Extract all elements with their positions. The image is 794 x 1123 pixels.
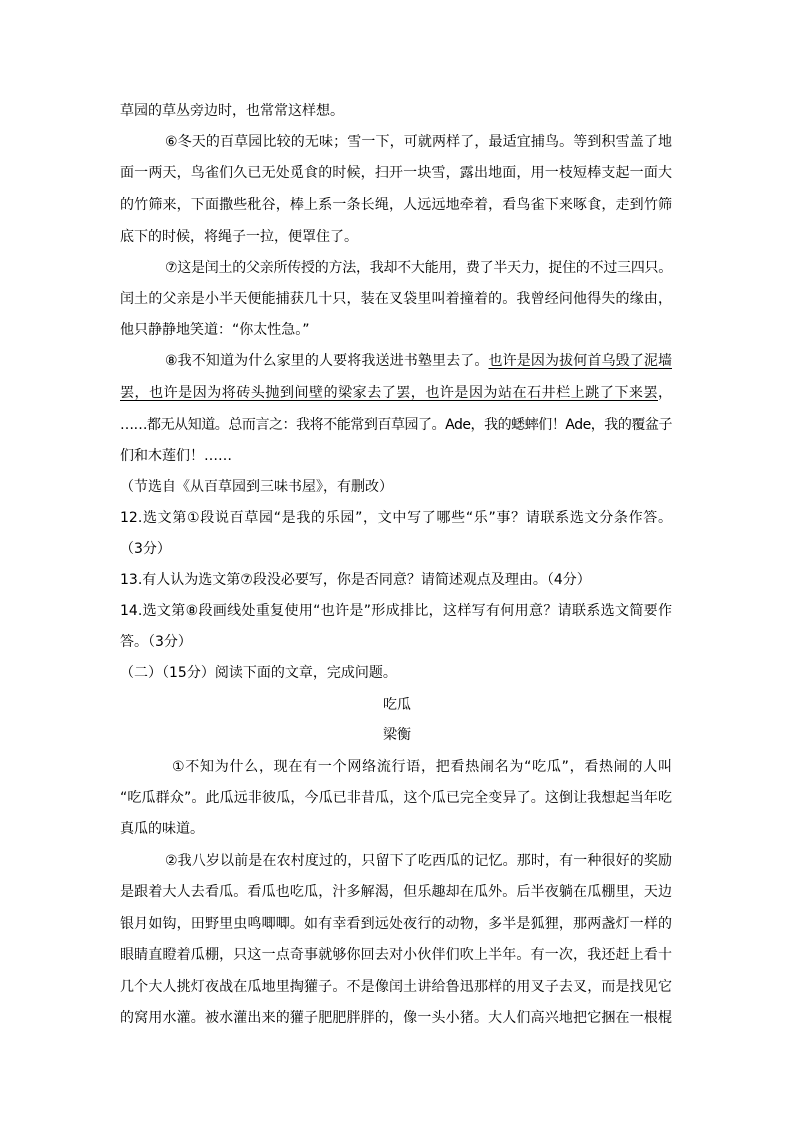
plain-text: ⑧我不知道为什么家里的人要将我送进书塾里去了。 [165, 353, 489, 369]
text-line: 的竹筛来，下面撒些秕谷，棒上系一条长绳，人远远地牵着，看鸟雀下来啄食，走到竹筛 [120, 197, 672, 213]
text-line: ……都无从知道。总而言之：我将不能常到百草园了。Ade，我的蟋蟀们！Ade，我的覆盆子 [120, 417, 672, 433]
text-line: 银月如钩，田野里虫鸣唧唧。如有幸看到远处夜行的动物，多半是狐狸，那两盏灯一样的 [120, 916, 672, 932]
question-14-score: 答。（3分） [120, 634, 192, 650]
text-line: 几个大人挑灯夜战在瓜地里掏獾子。不是像闰土讲给鲁迅那样的用叉子去叉，而是找见它 [120, 979, 672, 995]
paragraph-8-line [165, 351, 672, 371]
underlined-text: 也许是因为拔何首乌毁了泥墙 [488, 353, 672, 369]
question-12: 12.选文第①段说百草园“是我的乐园”，文中写了哪些“乐”事？请联系选文分条作答。 [120, 510, 672, 526]
question-13: 13.有人认为选文第⑦段没必要写，你是否同意？请简述观点及理由。（4分） [120, 572, 591, 588]
underlined-text: 罢，也许是因为将砖头抛到间壁的梁家去了罢，也许是因为站在石井栏上跳了下来罢 [120, 385, 658, 401]
question-12-score: （3分） [120, 541, 171, 557]
paragraph-1-line: ①不知为什么，现在有一个网络流行语，把看热闹名为“吃瓜”，看热闹的人叫 [172, 759, 672, 775]
text-line: 草园的草丛旁边时，也常常这样想。 [120, 103, 344, 119]
text-line: 真瓜的味道。 [120, 821, 204, 837]
source-note: （节选自《从百草园到三味书屋》，有删改） [120, 479, 393, 495]
text-line: 闰土的父亲是小半天便能捕获几十只，装在叉袋里叫着撞着的。我曾经问他得失的缘由， [120, 291, 672, 307]
text-line: 是跟着大人去看瓜。看瓜也吃瓜，汁多解渴，但乐趣却在瓜外。后半夜躺在瓜棚里，天边 [120, 884, 672, 900]
text-line: 面一两天，鸟雀们久已无处觅食的时候，扫开一块雪，露出地面，用一枝短棒支起一面大 [120, 165, 672, 181]
paragraph-7-line: ⑦这是闰土的父亲所传授的方法，我却不大能用，费了半天力，捉住的不过三四只。 [165, 260, 672, 276]
text-line [120, 383, 672, 403]
text-line: 底下的时候，将绳子一拉，便罩住了。 [120, 229, 358, 245]
text-line: “吃瓜群众”。此瓜远非彼瓜，今瓜已非昔瓜，这个瓜已完全变异了。这倒让我想起当年吃 [120, 790, 672, 806]
text-line: 们和木莲们！…… [120, 448, 232, 464]
paragraph-6-line: ⑥冬天的百草园比较的无味；雪一下，可就两样了，最适宜捕鸟。等到积雪盖了地 [165, 134, 672, 150]
question-14: 14.选文第⑧段画线处重复使用“也许是”形成排比，这样写有何用意？请联系选文简要作 [120, 603, 672, 619]
text-line: 的窝用水灌。被水灌出来的獾子肥肥胖胖的，像一头小猪。大人们高兴地把它捆在一根棍 [120, 1010, 672, 1026]
article-title: 吃瓜 [383, 697, 411, 713]
plain-text: ， [658, 385, 672, 401]
section-heading: （二）（15分）阅读下面的文章，完成问题。 [120, 665, 397, 681]
text-line: 眼睛直瞪着瓜棚，只这一点奇事就够你回去对小伙伴们吹上半年。有一次，我还赶上看十 [120, 947, 672, 963]
article-author: 梁衡 [383, 727, 411, 743]
text-line: 他只静静地笑道：“你太性急。” [120, 322, 310, 338]
paragraph-2-line: ②我八岁以前是在农村度过的，只留下了吃西瓜的记忆。那时，有一种很好的奖励 [165, 853, 672, 869]
